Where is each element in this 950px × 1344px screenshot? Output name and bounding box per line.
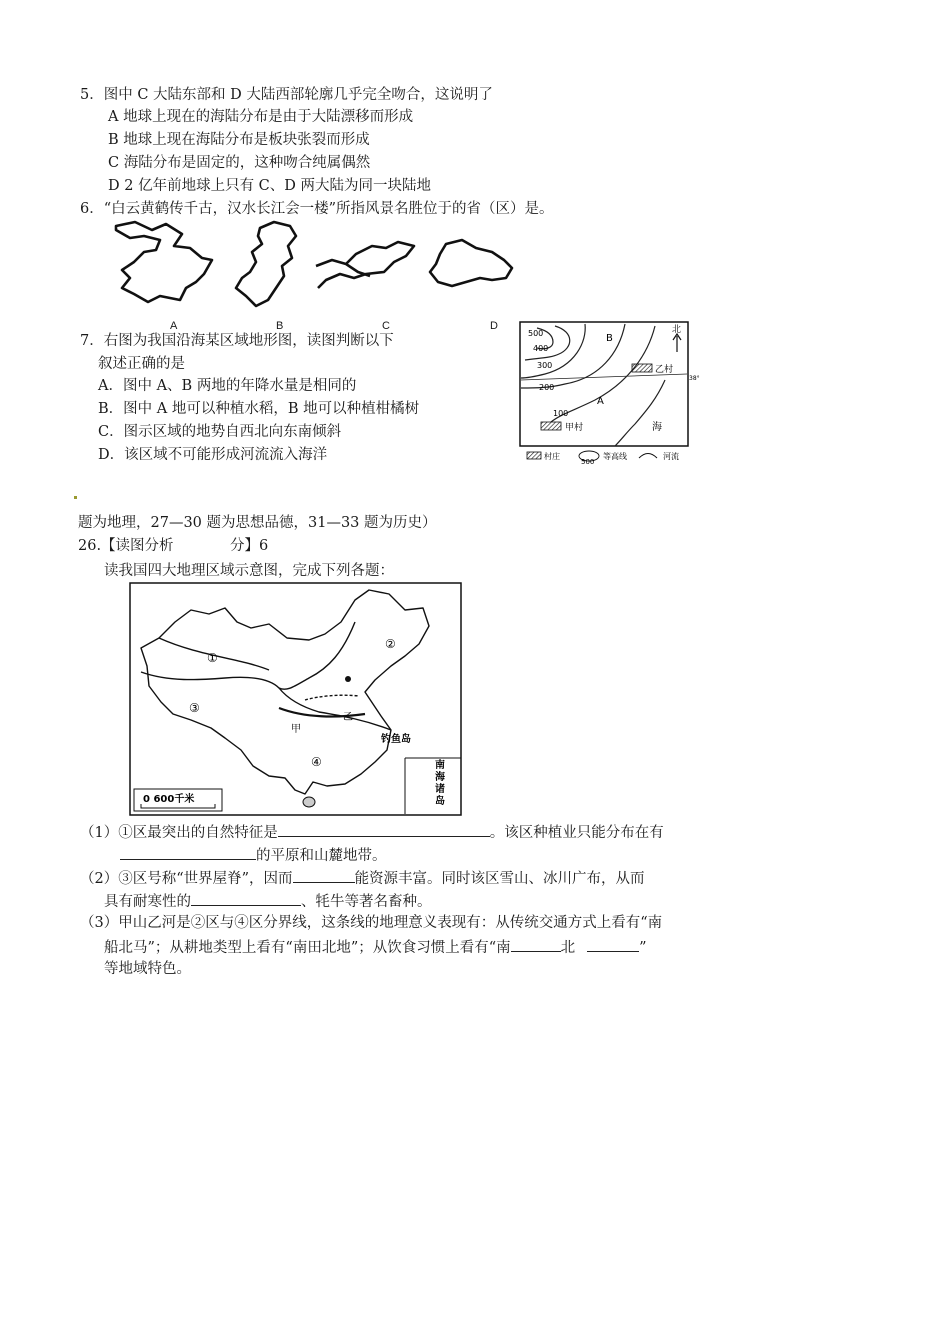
q26-p1-line2 xyxy=(120,845,387,865)
topo-label-100: 100 xyxy=(553,409,569,418)
q7-stem-line1: 7．右图为我国沿海某区域地形图，读图判断以下 xyxy=(80,333,394,349)
q5-option-c: C 海陆分布是固定的，这种吻合纯属偶然 xyxy=(108,155,371,171)
nanhai-char-1: 南 xyxy=(435,760,445,771)
region-1: ① xyxy=(207,651,218,665)
section-note: 题为地理，27—30 题为思想品德，31—33 题为历史） xyxy=(78,515,437,531)
topo-label-400: 400 xyxy=(533,344,549,353)
stray-mark xyxy=(74,496,77,499)
q7-option-c: C．图示区域的地势自西北向东南倾斜 xyxy=(98,424,342,440)
diaoyu-label: 钓鱼岛 xyxy=(381,734,411,745)
answer-blank-4[interactable] xyxy=(191,891,301,906)
q26-p3-b: 船北马”；从耕地类型上看有“南田北地”；从饮食习惯上看有“南 xyxy=(104,940,511,956)
q26-p3-line1: （3）甲山乙河是②区与④区分界线，这条线的地理意义表现有：从传统交通方式上看有“南 xyxy=(80,915,663,931)
outline-b xyxy=(236,222,296,306)
nanhai-char-4: 岛 xyxy=(435,796,445,807)
q6-label-c: C xyxy=(382,320,390,332)
china-map xyxy=(129,582,463,818)
q5-option-a: A 地球上现在的海陆分布是由于大陆漂移而形成 xyxy=(108,109,414,125)
q26-p2-d: 、牦牛等著名畜种。 xyxy=(301,894,432,910)
legend-contour: 等高线 xyxy=(603,452,627,461)
region-2: ② xyxy=(385,637,396,651)
q26-p1-line1 xyxy=(80,822,664,842)
q26-p2-c: 具有耐寒性的 xyxy=(104,894,191,910)
jia-label: 甲 xyxy=(291,724,301,735)
topo-map xyxy=(515,318,700,466)
q6-label-b: B xyxy=(276,320,284,332)
hainan-icon xyxy=(303,797,315,807)
q26-p1-a: （1）①区最突出的自然特征是 xyxy=(80,825,278,841)
legend-river: 河流 xyxy=(663,452,679,461)
q26-p1-c: 的平原和山麓地带。 xyxy=(256,848,387,864)
q26-p1-b: 。该区种植业只能分布在有 xyxy=(489,825,664,841)
outline-a xyxy=(116,222,212,302)
q5-option-d: D 2 亿年前地球上只有 C、D 两大陆为同一块陆地 xyxy=(108,178,432,194)
q6-label-a: A xyxy=(170,320,178,332)
answer-blank-1[interactable] xyxy=(278,822,490,837)
q26-p3-d: ” xyxy=(639,940,647,956)
q5-stem: 5．图中 C 大陆东部和 D 大陆西部轮廓几乎完全吻合，这说明了 xyxy=(80,87,493,103)
village-yi-label: 乙村 xyxy=(655,365,674,375)
province-outlines xyxy=(100,216,530,331)
answer-blank-6[interactable] xyxy=(587,937,639,952)
q7-stem-line2: 叙述正确的是 xyxy=(98,356,185,372)
scale-label: 0 600千米 xyxy=(143,794,195,805)
lat-label: 38° xyxy=(689,375,700,382)
q6-stem: 6．“白云黄鹤传千古，汉水长江会一楼”所指风景名胜位于的省（区）是。 xyxy=(80,201,554,217)
q26-p3-c: 北 xyxy=(560,940,576,956)
yi-label: 乙 xyxy=(343,712,353,723)
topo-label-300: 300 xyxy=(537,361,553,370)
q6-label-d: D xyxy=(490,320,498,332)
q26-p2-a: （2）③区号称“世界屋脊”，因而 xyxy=(80,871,293,887)
village-icon xyxy=(632,364,652,372)
topo-label-200: 200 xyxy=(539,383,555,392)
region-4: ④ xyxy=(311,755,322,769)
region-3: ③ xyxy=(189,701,200,715)
q7-option-d: D．该区域不可能形成河流流入海洋 xyxy=(98,447,328,463)
village-icon xyxy=(541,422,561,430)
north-label: 北 xyxy=(672,325,682,335)
q26-p3-line3: 等地域特色。 xyxy=(104,961,191,977)
topo-point-b: B xyxy=(606,333,613,344)
legend-contour-value: 500 xyxy=(581,458,595,466)
q26-head-a: 26.【读图分析 xyxy=(78,538,174,554)
village-jia-label: 甲村 xyxy=(565,423,584,433)
outline-d xyxy=(430,240,512,286)
topo-label-500: 500 xyxy=(528,329,544,338)
nanhai-char-2: 海 xyxy=(435,772,445,783)
outline-c xyxy=(316,242,414,288)
legend-village: 村庄 xyxy=(544,452,560,461)
answer-blank-5[interactable] xyxy=(511,937,561,952)
nanhai-char-3: 诸 xyxy=(435,784,445,795)
legend-river-icon xyxy=(639,454,657,459)
q26-intro: 读我国四大地理区域示意图，完成下列各题： xyxy=(104,563,394,579)
q26-p3-line2 xyxy=(104,937,647,957)
sea-label: 海 xyxy=(652,422,662,433)
q26-p2-b: 能资源丰富。同时该区雪山、冰川广布，从而 xyxy=(354,871,645,887)
topo-point-a: A xyxy=(597,396,604,407)
q7-option-a: A．图中 A、B 两地的年降水量是相同的 xyxy=(98,378,357,394)
q26-head-b: 分】6 xyxy=(230,538,269,554)
capital-icon xyxy=(345,676,351,682)
q7-option-b: B．图中 A 地可以种植水稻，B 地可以种植柑橘树 xyxy=(98,401,420,417)
legend-village-icon xyxy=(527,452,541,459)
answer-blank-2[interactable] xyxy=(120,845,256,860)
q26-p2-line2 xyxy=(104,891,432,911)
q26-p2-line1 xyxy=(80,868,645,888)
q5-option-b: B 地球上现在海陆分布是板块张裂而形成 xyxy=(108,132,370,148)
answer-blank-3[interactable] xyxy=(293,868,355,883)
